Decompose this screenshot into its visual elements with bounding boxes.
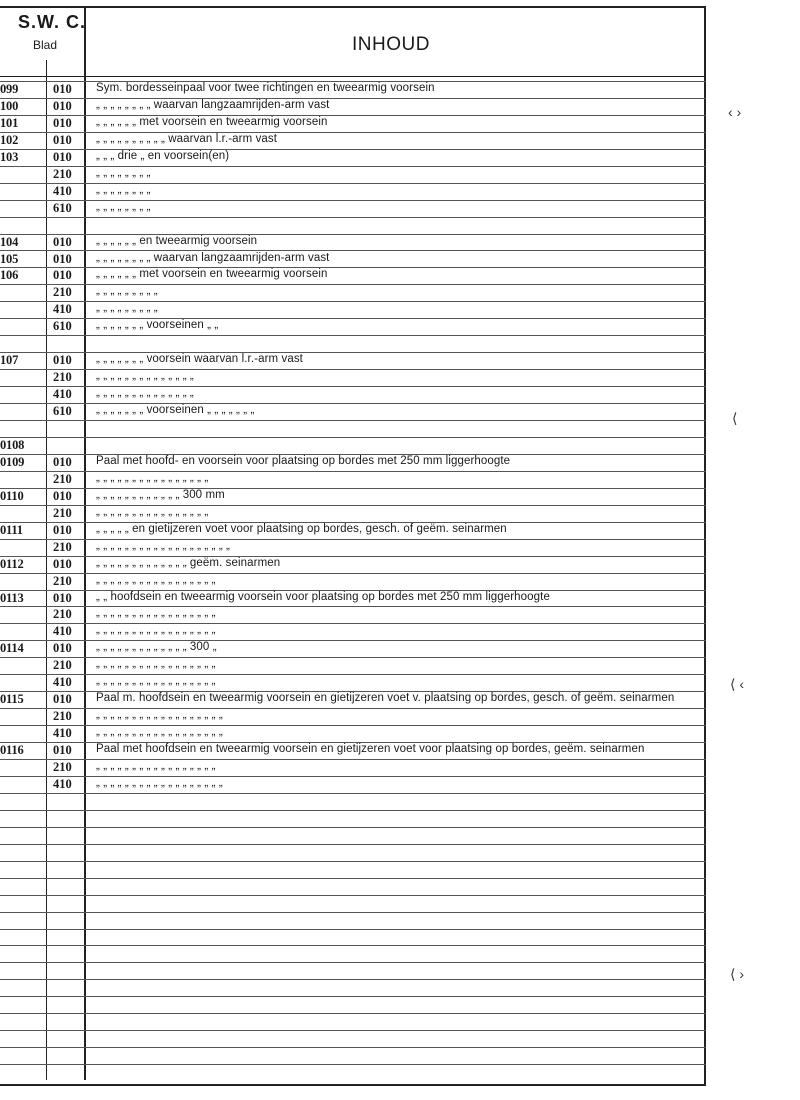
table-row	[0, 370, 706, 387]
ruled-line	[0, 945, 706, 946]
blad-number: 107	[0, 353, 19, 367]
sub-number: 410	[53, 777, 72, 791]
table-row	[0, 574, 706, 591]
sub-number: 410	[53, 387, 72, 401]
blad-number: 106	[0, 268, 19, 282]
table-row	[0, 99, 706, 116]
sub-number: 010	[53, 235, 72, 249]
table-row	[0, 455, 706, 472]
table-row	[0, 319, 706, 336]
sub-number: 010	[53, 268, 72, 282]
blad-number: 0109	[0, 455, 25, 469]
sub-number: 210	[53, 574, 72, 588]
table-row	[0, 184, 706, 201]
table-row	[0, 523, 706, 540]
sub-number: 010	[53, 353, 72, 367]
table-row	[0, 675, 706, 692]
blad-number: 099	[0, 82, 19, 96]
table-row	[0, 777, 706, 794]
sub-number: 210	[53, 709, 72, 723]
blad-number: 105	[0, 252, 19, 266]
table-row	[0, 607, 706, 624]
table-row	[0, 709, 706, 726]
sub-number: 010	[53, 82, 72, 96]
blad-number: 0111	[0, 523, 23, 537]
row-description: „ „ „ „ „ „ „ „ „ „ „ „ „ „ „ „ „	[96, 760, 216, 772]
row-description: „ „ „ „ „ „ „ „	[96, 201, 151, 213]
row-description: „ „ „ „ „ „ „ „ „ „ „ „ „ „ „ „	[96, 506, 209, 518]
sub-number: 210	[53, 658, 72, 672]
margin-tick-mark: ⟨ ‹	[730, 676, 745, 692]
row-description: „ „ „ „ „ „ „ „ „ „ „ „ „ „ „ „ „ „	[96, 726, 223, 738]
row-description: „ „ „ „ „ „ met voorsein en tweearmig voorsein	[96, 268, 328, 280]
row-description: „ „ „ „ „ „ „ „ „ „ „ „ „ „	[96, 387, 194, 399]
row-description: „ „ „ „ „ „ „ „ „ „ „ „ „ „ „ „ „	[96, 607, 216, 619]
row-description: „ „ „ „ „ „ „ „ „	[96, 285, 158, 297]
row-description: „ „ „ „ „ „ „ „ „ „ „ „ „ „ „ „ „ „ „	[96, 540, 230, 552]
table-row	[0, 167, 706, 184]
sub-number: 410	[53, 624, 72, 638]
sub-number: 610	[53, 404, 72, 418]
table-row	[0, 133, 706, 150]
sub-number: 010	[53, 591, 72, 605]
table-row	[0, 760, 706, 777]
sub-number: 010	[53, 252, 72, 266]
blad-number: 101	[0, 116, 19, 130]
table-row	[0, 658, 706, 675]
row-description: „ „ „ „ „ „ „ „ „	[96, 302, 158, 314]
blad-number: 0112	[0, 557, 24, 571]
blad-number: 104	[0, 235, 19, 249]
margin-tick-mark: ⟨ ›	[730, 966, 745, 982]
sub-number: 010	[53, 133, 72, 147]
row-description: „ „ „ „ „ „ „ „ „ „ „ „ „ „ „ „	[96, 472, 209, 484]
page-title: INHOUD	[352, 34, 430, 55]
blad-number: 102	[0, 133, 19, 147]
blad-number: 100	[0, 99, 19, 113]
ruled-line	[0, 1047, 706, 1048]
sub-number: 210	[53, 167, 72, 181]
table-row	[0, 726, 706, 743]
row-description: Paal met hoofd- en voorsein voor plaatsing op bordes met 250 mm liggerhoogte	[96, 455, 511, 467]
row-description: „ „ „ drie „ en voorsein(en)	[96, 150, 230, 162]
sub-number: 010	[53, 557, 72, 571]
table-row	[0, 506, 706, 523]
sub-number: 210	[53, 506, 72, 520]
table-row	[0, 302, 706, 319]
table-row	[0, 353, 706, 370]
sub-number: 210	[53, 285, 72, 299]
table-row	[0, 472, 706, 489]
row-description: „ „ „ „ „ „ „ „ „ „ „ „ „ „ „ „ „	[96, 624, 216, 636]
margin-tick-mark: ⟨	[732, 410, 738, 426]
sub-number: 610	[53, 319, 72, 333]
table-row	[0, 404, 706, 421]
margin-tick-mark: ‹ ›	[728, 104, 742, 120]
sub-number: 610	[53, 201, 72, 215]
row-description: „ „ „ „ „ „ met voorsein en tweearmig voorsein	[96, 116, 328, 128]
blad-number: 0114	[0, 641, 24, 655]
row-description: „ „ „ „ „ „ „ „	[96, 184, 151, 196]
row-description: „ „ „ „ „ „ „ „ „ „ „ „ 300 mm	[96, 489, 225, 501]
row-description: „ „ „ „ „ „ „ voorsein waarvan l.r.-arm vast	[96, 353, 303, 365]
table-row	[0, 692, 706, 709]
sub-number: 010	[53, 489, 72, 503]
sub-number: 010	[53, 116, 72, 130]
sub-number: 210	[53, 760, 72, 774]
table-row	[0, 116, 706, 133]
swc-header: S.W. C.	[18, 12, 87, 32]
ruled-line	[0, 996, 706, 997]
row-description: „ „ „ „ „ „ „ „ „ „ „ „ „ „ „ „ „ „	[96, 777, 223, 789]
table-row	[0, 285, 706, 302]
row-description: Paal met hoofdsein en tweearmig voorsein en gietijzeren voet voor plaatsing op bordes, geëm. seinarmen	[96, 743, 645, 755]
ruled-line	[0, 929, 706, 930]
row-description: „ „ „ „ „ en gietijzeren voet voor plaatsing op bordes, gesch. of geëm. seinarmen	[96, 523, 507, 535]
table-row	[0, 557, 706, 574]
table-row	[0, 540, 706, 557]
sub-number: 410	[53, 675, 72, 689]
sub-number: 010	[53, 641, 72, 655]
ruled-line	[0, 844, 706, 845]
table-row	[0, 252, 706, 269]
sub-number: 210	[53, 540, 72, 554]
sub-number: 010	[53, 99, 72, 113]
sub-number: 410	[53, 726, 72, 740]
sub-number: 210	[53, 370, 72, 384]
table-row	[0, 387, 706, 404]
table-row	[0, 489, 706, 506]
row-description: „ „ „ „ „ „ „ „	[96, 167, 151, 179]
ruled-line	[0, 1030, 706, 1031]
table-row	[0, 235, 706, 252]
ruled-line	[0, 962, 706, 963]
sub-number: 210	[53, 607, 72, 621]
ruled-line	[0, 861, 706, 862]
row-description: „ „ „ „ „ „ „ „ „ „ „ „ „ 300 „	[96, 641, 217, 653]
blad-header: Blad	[33, 38, 58, 52]
header-rule	[0, 76, 706, 77]
sub-number: 410	[53, 184, 72, 198]
row-description: Sym. bordesseinpaal voor twee richtingen en tweearmig voorsein	[96, 82, 435, 94]
table-row	[0, 438, 706, 455]
row-description: „ „ „ „ „ „ „ „ „ „ „ „ „ „ „ „ „ „	[96, 709, 223, 721]
row-description: „ „ „ „ „ „ „ „ „ „ waarvan l.r.-arm vast	[96, 133, 278, 145]
ruled-line	[0, 895, 706, 896]
blad-number: 0108	[0, 438, 25, 452]
table-row	[0, 82, 706, 99]
row-description: „ „ „ „ „ „ „ „ waarvan langzaamrijden-arm vast	[96, 252, 330, 264]
table-row	[0, 421, 706, 438]
sub-number: 010	[53, 150, 72, 164]
ruled-line	[0, 1013, 706, 1014]
ruled-line	[0, 827, 706, 828]
row-description: „ „ „ „ „ „ „ „ „ „ „ „ „ geëm. seinarmen	[96, 557, 281, 569]
table-row	[0, 641, 706, 658]
sub-number: 010	[53, 455, 72, 469]
sub-number: 010	[53, 692, 72, 706]
blad-number: 0110	[0, 489, 24, 503]
ruled-line	[0, 979, 706, 980]
sub-number: 210	[53, 472, 72, 486]
row-description: „ „ „ „ „ „ „ voorseinen „ „ „ „ „ „ „	[96, 404, 255, 416]
ruled-line	[0, 1064, 706, 1065]
table-row	[0, 336, 706, 353]
table-row	[0, 218, 706, 235]
row-description: Paal m. hoofdsein en tweearmig voorsein en gietijzeren voet v. plaatsing op bordes, gesch. of geëm. seinarmen	[96, 692, 675, 704]
sub-number: 410	[53, 302, 72, 316]
row-description: „ „ „ „ „ „ „ „ waarvan langzaamrijden-arm vast	[96, 99, 330, 111]
row-description: „ „ „ „ „ „ en tweearmig voorsein	[96, 235, 258, 247]
blad-number: 0116	[0, 743, 24, 757]
ruled-line	[0, 810, 706, 811]
row-description: „ „ „ „ „ „ „ „ „ „ „ „ „ „ „ „ „	[96, 675, 216, 687]
table-row	[0, 591, 706, 608]
row-description: „ „ „ „ „ „ „ „ „ „ „ „ „ „ „ „ „	[96, 658, 216, 670]
ruled-line	[0, 912, 706, 913]
table-row	[0, 150, 706, 167]
sub-number: 010	[53, 743, 72, 757]
ruled-line	[0, 878, 706, 879]
row-description: „ „ hoofdsein en tweearmig voorsein voor plaatsing op bordes met 250 mm liggerhoogte	[96, 591, 550, 603]
table-row	[0, 743, 706, 760]
row-description: „ „ „ „ „ „ „ „ „ „ „ „ „ „ „ „ „	[96, 574, 216, 586]
table-row	[0, 201, 706, 218]
table-row	[0, 624, 706, 641]
table-row	[0, 268, 706, 285]
row-description: „ „ „ „ „ „ „ „ „ „ „ „ „ „	[96, 370, 194, 382]
blad-number: 103	[0, 150, 19, 164]
blad-number: 0115	[0, 692, 24, 706]
row-description: „ „ „ „ „ „ „ voorseinen „ „	[96, 319, 219, 331]
blad-number: 0113	[0, 591, 24, 605]
sub-number: 010	[53, 523, 72, 537]
